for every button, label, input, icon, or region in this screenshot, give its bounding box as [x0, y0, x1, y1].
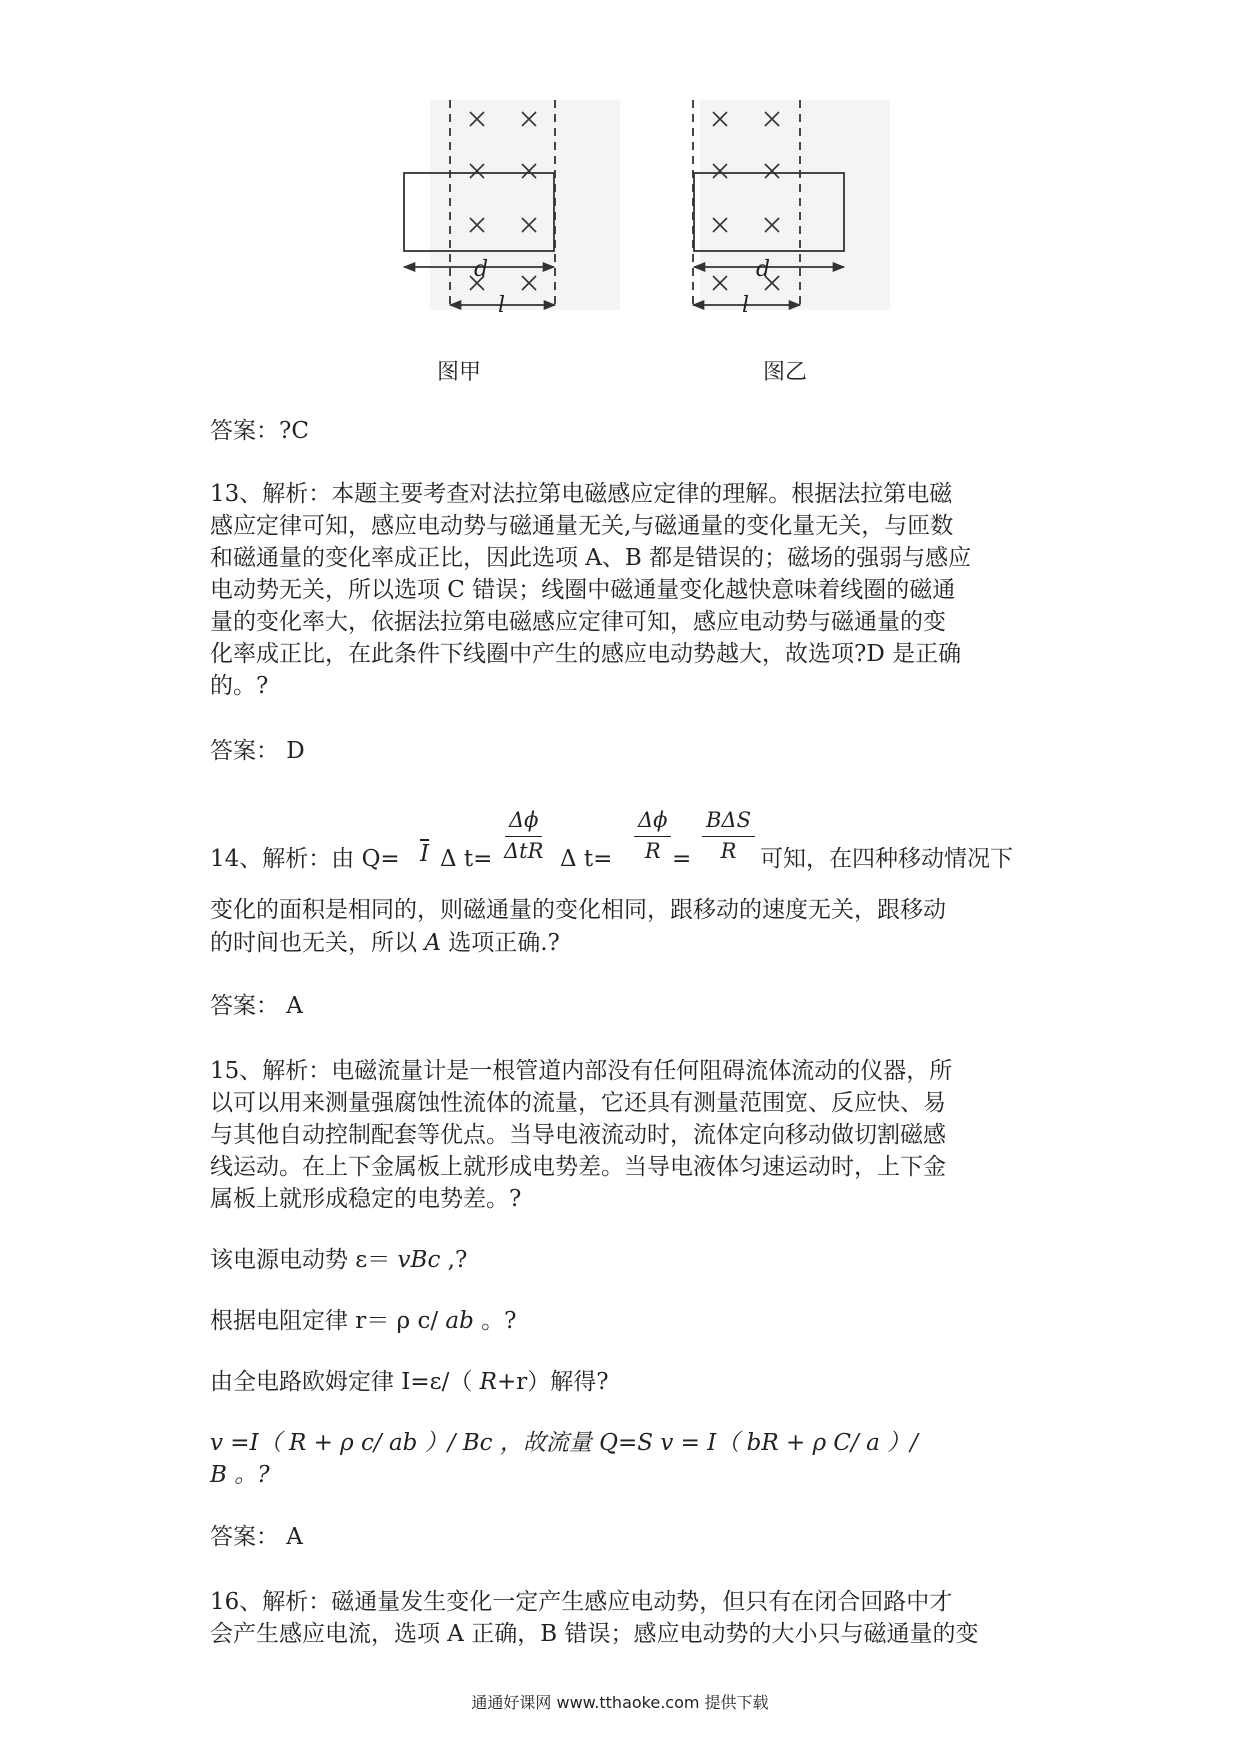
q13-line: 的。? [210, 673, 269, 699]
q14-delta1: Δ t= [440, 846, 493, 872]
q14-fraction-2 [634, 808, 671, 863]
q14-fraction-1 [504, 808, 543, 863]
q13-line: 量的变化率大，依据法拉第电磁感应定律可知，感应电动势与磁通量的变 [210, 609, 946, 635]
q14-prefix: 14、解析：由 Q= [210, 846, 400, 872]
q14-ibar: $\overline{I}$ [420, 841, 430, 867]
q15-res-a: 根据电阻定律 r＝ ρ c/ [210, 1308, 439, 1334]
q14-f3-num: BΔS [702, 808, 755, 837]
fig-jia-label-d: d [474, 257, 489, 282]
q15-emf-formula: vBc [397, 1247, 441, 1273]
q13-line: 感应定律可知，感应电动势与磁通量无关,与磁通量的变化量无关，与匝数 [210, 513, 954, 539]
q13-line: 化率成正比，在此条件下线圈中产生的感应电动势越大，故选项?D 是正确 [210, 641, 962, 667]
q15-res-b: 。? [481, 1308, 517, 1334]
q14-line: 变化的面积是相同的，则磁通量的变化相同，跟移动的速度无关，跟移动 [210, 897, 946, 923]
q14-suffix: 可知，在四种移动情况下 [760, 846, 1013, 872]
figures-area [0, 0, 1240, 400]
q15-line: 属板上就形成稳定的电势差。? [210, 1186, 522, 1212]
q14-equals: = [672, 846, 692, 872]
q15-ohm [210, 1366, 609, 1398]
q15-ohm-formula: R [479, 1369, 497, 1395]
answer-12: 答案：?C [210, 418, 309, 444]
q15-ohm-b: +r）解得? [496, 1369, 609, 1395]
q15-emf-a: 该电源电动势 ε＝ [210, 1247, 391, 1273]
answer-14: 答案： A [210, 993, 303, 1019]
q14-line [210, 927, 560, 959]
q14-f2-num: Δϕ [634, 808, 671, 837]
q14-line3-a: 的时间也无关，所以 [210, 930, 417, 956]
fig-yi-caption: 图乙 [763, 360, 808, 385]
q16-line: 会产生感应电流，选项 A 正确，B 错误；感应电动势的大小只与磁通量的变 [210, 1621, 979, 1647]
q13-line: 和磁通量的变化率成正比，因此选项 A、B 都是错误的；磁场的强弱与感应 [210, 545, 972, 571]
fig-yi-label-l: l [742, 293, 750, 318]
fig-jia-caption: 图甲 [437, 360, 482, 385]
q14-f1-den: ΔtR [504, 839, 544, 863]
q13-line: 13、解析：本题主要考查对法拉第电磁感应定律的理解。根据法拉第电磁 [210, 481, 953, 507]
q14-line3-b: 选项正确.? [448, 930, 560, 956]
fig-yi-label-d: d [756, 257, 771, 282]
fig-jia-label-l: l [498, 293, 506, 318]
q16-line: 16、解析：磁通量发生变化一定产生感应电动势，但只有在闭合回路中才 [210, 1589, 953, 1615]
q13-line: 电动势无关，所以选项 C 错误；线圈中磁通量变化越快意味着线圈的磁通 [210, 577, 956, 603]
q14-f2-den: R [644, 839, 661, 863]
q15-line: 以可以用来测量强腐蚀性流体的流量，它还具有测量范围宽、反应快、易 [210, 1090, 946, 1116]
q15-line: 与其他自动控制配套等优点。当导电液流动时，流体定向移动做切割磁感 [210, 1122, 946, 1148]
q14-f1-num: Δϕ [505, 808, 542, 837]
answer-15: 答案： A [210, 1524, 303, 1550]
page-footer: 通通好课网 www.tthaoke.com 提供下载 [471, 1693, 769, 1712]
q15-emf [210, 1244, 467, 1276]
q14-line3-option: A [424, 930, 441, 956]
q14-delta2: Δ t= [560, 846, 613, 872]
q15-line: 线运动。在上下金属板上就形成电势差。当导电液体匀速运动时，上下金 [210, 1154, 946, 1180]
q15-line: 15、解析：电磁流量计是一根管道内部没有任何阻碍流体流动的仪器，所 [210, 1058, 953, 1084]
q15-velocity-line: B 。? [210, 1462, 270, 1488]
q15-resistance [210, 1305, 517, 1337]
q14-fraction-3 [702, 808, 755, 863]
magnetic-field-diagrams [0, 0, 1240, 330]
q15-velocity-line: v =I（ R + ρ c/ ab ）/ Bc ，故流量 Q=S v = I（ bR + ρ C/ a ）/ [210, 1430, 918, 1456]
q15-res-formula: ab [445, 1308, 474, 1334]
q14-f3-den: R [720, 839, 737, 863]
q15-ohm-a: 由全电路欧姆定律 I=ε/（ [210, 1369, 473, 1395]
q15-emf-b: ,? [447, 1247, 468, 1273]
answer-13: 答案： D [210, 738, 305, 764]
